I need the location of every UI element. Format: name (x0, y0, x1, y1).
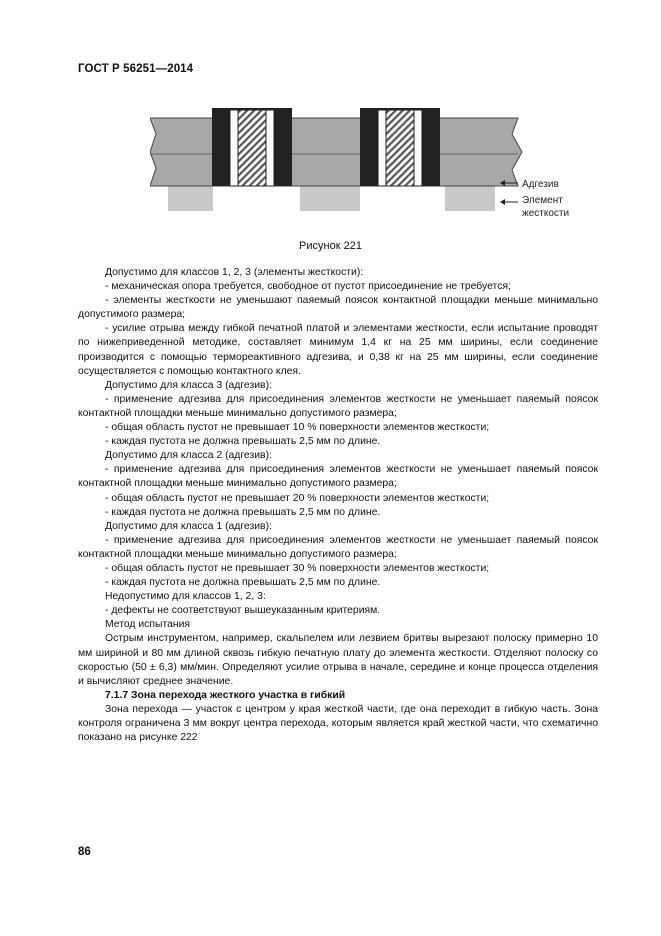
paragraph: Острым инструментом, например, скальпелем или лезвием бритвы вырезают полоску примерно 10 мм шириной и 80 мм длиной сквозь гибкую печатную плату до элемента жесткости. Отделяют полоску со скоростью (50 ± 6,3) мм/мин. Определяют усилие отрыва в начале, середине и конце процесса отделения и вычисляют среднее значение. (78, 633, 598, 687)
paragraph: Допустимо для классов 1, 2, 3 (элементы жесткости): (105, 267, 364, 278)
right-via (360, 108, 440, 186)
paragraph: Допустимо для класса 2 (адгезив): (105, 450, 272, 462)
label-stiffener-line1: Элемент (522, 195, 563, 206)
paragraph: - элементы жесткости не уменьшают паяемый поясок контактной площадки меньше минимально допустимого размера; (78, 295, 598, 321)
paragraph: - каждая пустота не должна превышать 2,5 мм по длине. (105, 436, 381, 448)
paragraph: - усилие отрыва между гибкой печатной платой и элементами жесткости, если испытание проводят по нижеприведенной методике, составляет минимум 1,4 кг на 25 мм ширины, если соединение производится с помощью термореактивного адгезива, и 0,38 кг на 25 мм ширины, если соединение осуществляется с помощью контактного клея. (78, 323, 598, 377)
paragraph: - дефекты не соответствуют вышеуказанным критериям. (105, 605, 381, 617)
paragraph: - общая область пустот не превышает 30 % поверхности элементов жесткости; (105, 562, 490, 574)
paragraph: Допустимо для класса 1 (адгезив): (105, 520, 272, 532)
body-text (78, 266, 598, 745)
paragraph: - каждая пустота не должна превышать 2,5 мм по длине. (105, 577, 381, 589)
figure-caption: Рисунок 221 (299, 240, 362, 252)
paragraph: Недопустимо для классов 1, 2, 3: (105, 591, 266, 603)
paragraph: - применение адгезива для присоединения элементов жесткости не уменьшает паяемый поясок контактной площадки меньше минимально допустимого размера; (78, 393, 598, 419)
page-number: 86 (78, 846, 91, 858)
label-adhesive: Адгезив (522, 179, 559, 190)
paragraph: - общая область пустот не превышает 20 % поверхности элементов жесткости; (105, 492, 490, 504)
paragraph: - каждая пустота не должна превышать 2,5 мм по длине. (105, 506, 381, 518)
stiffener-cross-section-figure (150, 100, 590, 225)
paragraph: Зона перехода — участок с центром у края жесткой части, где она переходит в гибкую часть. Зона контроля ограничена 3 мм вокруг центра перехода, которым является край жесткой части, что схематично показано на рисунке 222 (78, 703, 598, 744)
document-code: ГОСТ Р 56251—2014 (78, 63, 194, 75)
paragraph: - применение адгезива для присоединения элементов жесткости не уменьшает паяемый поясок контактной площадки меньше минимально допустимого размера; (78, 534, 598, 560)
laminate-body (150, 118, 522, 186)
section-heading: 7.1.7 Зона перехода жесткого участка в гибкий (105, 689, 346, 701)
left-via (212, 108, 292, 186)
paragraph: - применение адгезива для присоединения элементов жесткости не уменьшает паяемый поясок контактной площадки меньше минимально допустимого размера; (78, 464, 598, 490)
paragraph: - общая область пустот не превышает 10 % поверхности элементов жесткости; (105, 422, 490, 434)
stiffener-pads (168, 185, 495, 211)
paragraph: Допустимо для класса 3 (адгезив): (105, 379, 272, 391)
paragraph: - механическая опора требуется, свободное от пустот присоединение не требуется; (105, 281, 511, 293)
paragraph: Метод испытания (105, 619, 191, 631)
label-stiffener-line2: жесткости (522, 208, 570, 219)
